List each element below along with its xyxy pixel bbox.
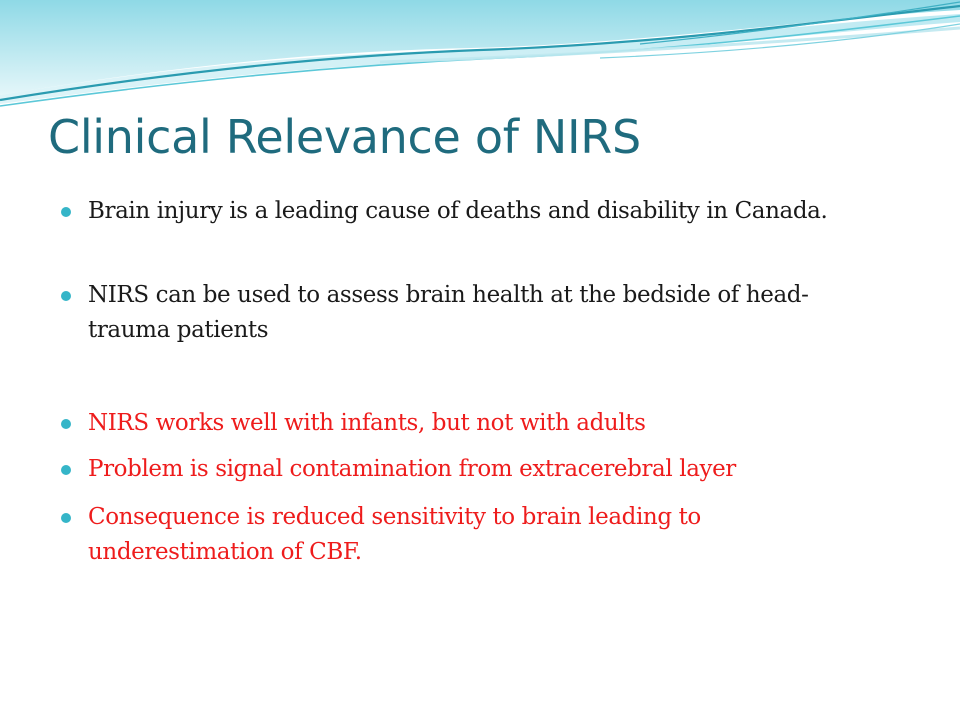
bullet-marker bbox=[61, 419, 71, 429]
bullet-marker bbox=[61, 207, 71, 217]
bullet-item-warning bbox=[88, 452, 888, 487]
bullet-item bbox=[88, 278, 888, 348]
bullet-text: NIRS works well with infants, but not with adults bbox=[88, 410, 646, 436]
bullet-text: NIRS can be used to assess brain health at the bedside of head-trauma patients bbox=[88, 282, 809, 343]
bullet-marker bbox=[61, 291, 71, 301]
bullet-marker bbox=[61, 465, 71, 475]
bullet-item-warning bbox=[88, 406, 888, 441]
bullet-marker bbox=[61, 513, 71, 523]
bullet-text: Brain injury is a leading cause of deaths and disability in Canada. bbox=[88, 198, 828, 224]
bullet-text: Problem is signal contamination from extracerebral layer bbox=[88, 456, 736, 482]
bullet-item bbox=[88, 194, 888, 229]
slide-title: Clinical Relevance of NIRS bbox=[48, 110, 641, 164]
bullet-item-warning bbox=[88, 500, 888, 570]
bullet-text: Consequence is reduced sensitivity to brain leading to underestimation of CBF. bbox=[88, 504, 701, 565]
